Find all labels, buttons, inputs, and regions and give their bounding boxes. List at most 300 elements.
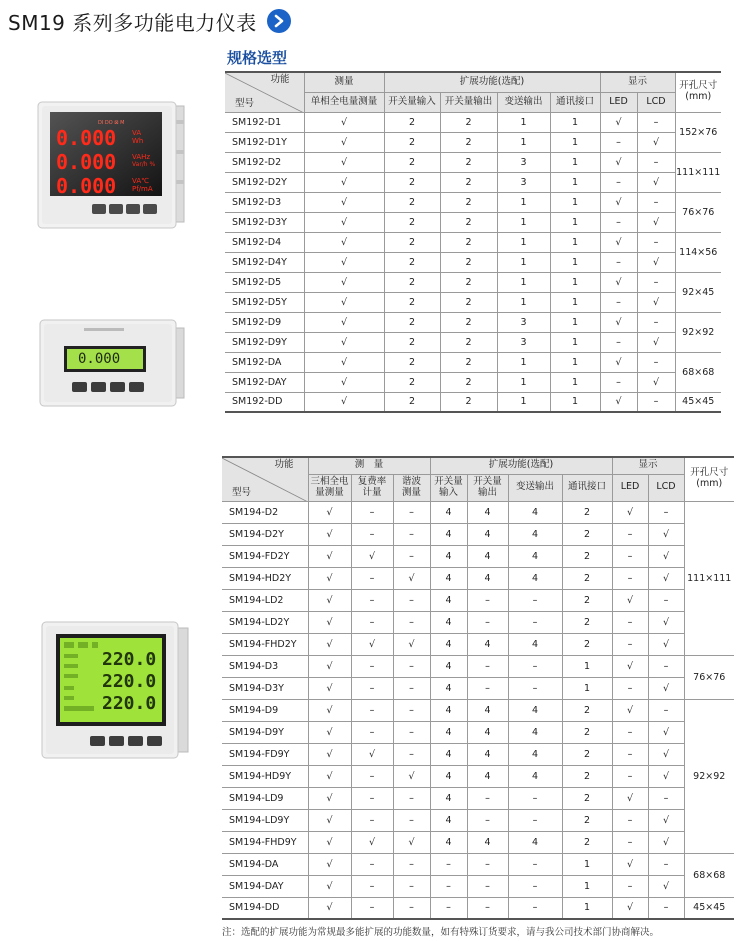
section-title: 规格选型 [227,49,288,67]
table-cell: – [637,392,675,412]
table-cell: √ [648,523,684,545]
table-cell: √ [304,132,384,152]
table-cell: √ [304,252,384,272]
model-cell: SM194-LD2 [222,589,308,611]
table-row [225,332,721,352]
model-cell: SM194-D3 [222,655,308,677]
table-cell: – [467,611,508,633]
table-cell: 1 [550,372,600,392]
led-unit-1b: Wh [132,137,144,145]
model-cell: SM194-LD9Y [222,809,308,831]
table-cell: 1 [550,292,600,312]
table-cell: √ [308,831,351,853]
table-cell: – [467,589,508,611]
table-cell: 2 [384,112,440,132]
model-cell: SM192-DAY [225,372,304,392]
table-cell: √ [637,372,675,392]
page-title: SM19 系列多功能电力仪表 [8,10,257,35]
table-cell: √ [600,112,637,132]
table-row [222,699,734,721]
table-row [225,192,721,212]
led-reading-2: 0.000 [56,150,117,174]
model-cell: SM192-D5Y [225,292,304,312]
table-cell: √ [600,352,637,372]
group-measure: 测 量 [308,457,430,474]
table-cell: 2 [384,392,440,412]
table-cell: – [637,112,675,132]
table-cell: 1 [550,332,600,352]
table-cell: 2 [562,545,612,567]
table-cell: 2 [384,252,440,272]
table-cell: 2 [562,501,612,523]
model-cell: SM194-FD9Y [222,743,308,765]
table-cell: 2 [440,212,497,232]
table-cell: 1 [550,152,600,172]
table-cell: 1 [550,272,600,292]
led-unit-1: VA [132,129,142,137]
table-cell: – [393,501,430,523]
table-cell: – [612,721,648,743]
table-cell: – [393,875,430,897]
table-cell: – [351,677,393,699]
table-cell: – [508,589,562,611]
table-cell: – [637,152,675,172]
table-cell: 2 [440,232,497,252]
table-cell: 4 [467,523,508,545]
table-cell: 1 [550,212,600,232]
sub-col-header: 开关量 输出 [467,474,508,501]
table-cell: √ [308,677,351,699]
cutout-size-cell: 92×92 [675,312,721,352]
table-cell: – [600,172,637,192]
table-cell: 1 [497,212,550,232]
table-cell: √ [612,853,648,875]
table-cell: – [393,655,430,677]
cutout-size-cell: 111×111 [684,501,734,655]
table-cell: 4 [508,567,562,589]
table-cell: √ [308,809,351,831]
sub-col-header: 谐波 测量 [393,474,430,501]
table-cell: √ [600,272,637,292]
table-cell: 1 [497,392,550,412]
table-row [225,372,721,392]
spec-table-1 [225,71,721,413]
table-cell: – [612,633,648,655]
table-cell: 2 [562,721,612,743]
table-cell: – [351,875,393,897]
table-cell: 1 [562,655,612,677]
table-cell: 4 [508,523,562,545]
table-cell: 3 [497,312,550,332]
table-cell: 4 [508,699,562,721]
table-cell: √ [637,172,675,192]
col-cutout: 开孔尺寸 (mm) [675,72,721,112]
table-cell: – [600,252,637,272]
table-cell: – [648,589,684,611]
table-cell: 4 [430,721,467,743]
table-cell: 1 [550,132,600,152]
table-row [222,545,734,567]
table-cell: 3 [497,332,550,352]
sub-col-header: 开关量 输入 [430,474,467,501]
model-cell: SM194-D2 [222,501,308,523]
table-cell: 1 [497,272,550,292]
lcd-large-reading-3: 220.0 [102,693,157,714]
lcd-meter-large-image [40,620,190,760]
table-cell: – [351,655,393,677]
table-cell: √ [351,743,393,765]
table-cell: 2 [440,272,497,292]
table-row [225,352,721,372]
table-cell: √ [304,112,384,132]
table-cell: 2 [562,699,612,721]
table-cell: 1 [550,172,600,192]
table-cell: √ [304,192,384,212]
model-cell: SM194-FD2Y [222,545,308,567]
table-cell: – [508,809,562,831]
model-cell: SM194-DD [222,897,308,919]
model-cell: SM194-D2Y [222,523,308,545]
table-row [222,611,734,633]
table-cell: 2 [562,589,612,611]
table-cell: √ [648,721,684,743]
table-cell: 2 [440,292,497,312]
table-cell: √ [308,765,351,787]
table-cell: 2 [440,392,497,412]
model-cell: SM192-D2 [225,152,304,172]
table-row [222,787,734,809]
table-cell: – [648,897,684,919]
model-cell: SM192-DA [225,352,304,372]
table-cell: √ [304,172,384,192]
table-cell: 4 [430,633,467,655]
table-cell: √ [637,292,675,312]
table-cell: 2 [384,272,440,292]
group-ext: 扩展功能(选配) [384,72,600,92]
table-cell: 2 [384,292,440,312]
table-row [225,272,721,292]
table-cell: 4 [467,633,508,655]
table-cell: √ [648,677,684,699]
table-cell: – [351,809,393,831]
table-cell: – [351,501,393,523]
table-row [222,809,734,831]
table-cell: √ [637,132,675,152]
table-row [225,212,721,232]
table-cell: – [393,853,430,875]
table-cell: 3 [497,152,550,172]
table-cell: √ [648,567,684,589]
sub-col-header: 通讯接口 [550,92,600,112]
table-cell: √ [304,152,384,172]
table-cell: 1 [497,352,550,372]
table-cell: – [508,655,562,677]
table-cell: – [648,655,684,677]
sub-col-header: 复费率 计量 [351,474,393,501]
table-cell: √ [304,372,384,392]
table-row [225,392,721,412]
spec-table-2 [222,456,734,920]
table-row [225,112,721,132]
table-cell: 4 [467,567,508,589]
table-cell: √ [393,567,430,589]
footnote: 注：选配的扩展功能为常规最多能扩展的功能数量，如有特殊订货要求，请与我公司技术部门协商解决。 [222,927,660,938]
table-cell: 2 [440,252,497,272]
table-cell: √ [393,633,430,655]
table-cell: √ [308,611,351,633]
table-cell: – [430,875,467,897]
model-cell: SM194-FHD9Y [222,831,308,853]
table-cell: √ [612,501,648,523]
lcd-large-reading-1: 220.0 [102,649,157,670]
table-cell: – [637,192,675,212]
table-cell: √ [308,743,351,765]
table-cell: 2 [562,633,612,655]
table-cell: – [637,232,675,252]
table-cell: 4 [430,699,467,721]
table-row [225,232,721,252]
page-header [8,6,291,36]
model-cell: SM192-D3Y [225,212,304,232]
model-cell: SM192-DD [225,392,304,412]
meter-buttons [92,204,157,214]
led-unit-2b: Var/h % [132,161,156,168]
table-cell: – [351,787,393,809]
table-cell: – [508,787,562,809]
table-cell: – [351,567,393,589]
model-cell: SM192-D5 [225,272,304,292]
corner-function-label: 功能 [274,459,294,470]
sub-col-header: LED [612,474,648,501]
table-row [225,252,721,272]
table-cell: 4 [430,677,467,699]
table-row [222,831,734,853]
table-cell: 4 [430,611,467,633]
table-cell: √ [304,332,384,352]
table-cell: – [393,611,430,633]
table-cell: – [600,212,637,232]
sub-col-header: 开关量输入 [384,92,440,112]
table-cell: 2 [440,352,497,372]
col-cutout: 开孔尺寸 (mm) [684,457,734,501]
led-unit-3: VA℃ [132,177,149,185]
table-cell: 1 [497,252,550,272]
table-cell: √ [308,655,351,677]
table-row [222,655,734,677]
table-cell: 1 [497,132,550,152]
table-cell: √ [304,352,384,372]
table-row [222,743,734,765]
table-cell: – [600,372,637,392]
table-cell: – [351,721,393,743]
lcd-meter-small-image [38,318,186,408]
table-cell: 1 [550,232,600,252]
table-cell: 4 [467,699,508,721]
table-cell: 2 [384,192,440,212]
cutout-size-cell: 76×76 [684,655,734,699]
table-cell: – [393,589,430,611]
table-cell: 1 [562,677,612,699]
table-cell: – [393,809,430,831]
model-cell: SM192-D1 [225,112,304,132]
table-cell: 4 [430,809,467,831]
table-cell: √ [612,897,648,919]
table-cell: 4 [430,743,467,765]
corner-function-label: 功能 [270,74,290,85]
table-cell: √ [637,252,675,272]
table-cell: – [637,272,675,292]
table-cell: 1 [562,853,612,875]
table-cell: √ [308,501,351,523]
table-cell: √ [351,633,393,655]
table-row [222,523,734,545]
table-cell: 2 [562,567,612,589]
table-cell: – [612,809,648,831]
table-row [222,501,734,523]
group-measure: 测量 [304,72,384,92]
table-row [222,875,734,897]
model-cell: SM192-D4Y [225,252,304,272]
table-row [222,853,734,875]
table-cell: 2 [440,152,497,172]
spec-table-sm194 [222,456,734,920]
table-cell: √ [304,292,384,312]
table-cell: 1 [497,372,550,392]
table-cell: 2 [384,152,440,172]
table-cell: √ [351,831,393,853]
table-cell: √ [304,392,384,412]
table-cell: 4 [467,501,508,523]
table-cell: √ [648,545,684,567]
table-cell: 4 [467,545,508,567]
cutout-size-cell: 111×111 [675,152,721,192]
model-cell: SM194-LD2Y [222,611,308,633]
table-cell: √ [600,232,637,252]
table-cell: – [508,897,562,919]
table-cell: 2 [440,132,497,152]
table-cell: 1 [497,112,550,132]
table-cell: – [393,677,430,699]
table-cell: – [612,743,648,765]
table-cell: √ [308,875,351,897]
led-unit-3b: Pf/mA [132,185,153,193]
table-cell: – [467,897,508,919]
table-cell: – [351,853,393,875]
sub-col-header: LED [600,92,637,112]
group-display: 显示 [600,72,675,92]
table-cell: √ [612,787,648,809]
table-cell: 2 [440,172,497,192]
model-cell: SM194-HD9Y [222,765,308,787]
table-cell: √ [600,312,637,332]
table-cell: √ [648,831,684,853]
model-cell: SM194-FHD2Y [222,633,308,655]
sub-col-header: 变送输出 [497,92,550,112]
table-cell: – [612,545,648,567]
table-row [225,172,721,192]
table-cell: 2 [384,312,440,332]
table-cell: – [351,589,393,611]
table-cell: – [467,875,508,897]
table-cell: 2 [384,332,440,352]
table-cell: – [393,523,430,545]
table-cell: – [430,897,467,919]
table-cell: – [612,765,648,787]
table-cell: √ [351,545,393,567]
table-cell: √ [612,655,648,677]
table-cell: √ [308,699,351,721]
cutout-size-cell: 68×68 [684,853,734,897]
table-cell: √ [304,272,384,292]
table-cell: – [467,853,508,875]
group-display: 显示 [612,457,684,474]
table-cell: – [600,332,637,352]
corner-model-label: 型号 [232,486,252,498]
model-cell: SM192-D3 [225,192,304,212]
table-cell: – [393,897,430,919]
model-cell: SM194-DAY [222,875,308,897]
meter-buttons [90,736,162,746]
cutout-size-cell: 45×45 [675,392,721,412]
table-cell: – [612,831,648,853]
table-cell: – [393,743,430,765]
table-cell: √ [600,192,637,212]
sub-col-header: 通讯接口 [562,474,612,501]
table-cell: – [612,611,648,633]
cutout-size-cell: 68×68 [675,352,721,392]
table-cell: 4 [508,765,562,787]
table-row [225,132,721,152]
table-cell: 4 [467,743,508,765]
table-cell: √ [304,212,384,232]
table-row [225,292,721,312]
table-cell: 1 [550,252,600,272]
table-cell: 2 [562,787,612,809]
table-cell: 4 [430,589,467,611]
table-cell: – [600,292,637,312]
table-row [222,633,734,655]
table-row [225,312,721,332]
table-cell: – [637,312,675,332]
table-cell: – [600,132,637,152]
table-cell: – [508,611,562,633]
arrow-right-icon[interactable] [267,9,291,33]
table-cell: 4 [467,721,508,743]
model-cell: SM194-D3Y [222,677,308,699]
table-cell: √ [648,809,684,831]
model-cell: SM194-HD2Y [222,567,308,589]
lcd-large-reading-2: 220.0 [102,671,157,692]
table-row [222,677,734,699]
table-cell: 2 [440,372,497,392]
model-cell: SM192-D4 [225,232,304,252]
cutout-size-cell: 114×56 [675,232,721,272]
table-cell: – [508,853,562,875]
table-cell: 2 [384,132,440,152]
model-cell: SM194-D9Y [222,721,308,743]
sub-col-header: LCD [648,474,684,501]
table-cell: 2 [562,743,612,765]
table-cell: 2 [440,192,497,212]
table-cell: √ [612,699,648,721]
table-cell: 2 [440,312,497,332]
model-cell: SM192-D9 [225,312,304,332]
table-cell: 2 [384,232,440,252]
table-cell: √ [600,152,637,172]
table-cell: √ [308,523,351,545]
model-cell: SM192-D1Y [225,132,304,152]
table-cell: 2 [562,831,612,853]
